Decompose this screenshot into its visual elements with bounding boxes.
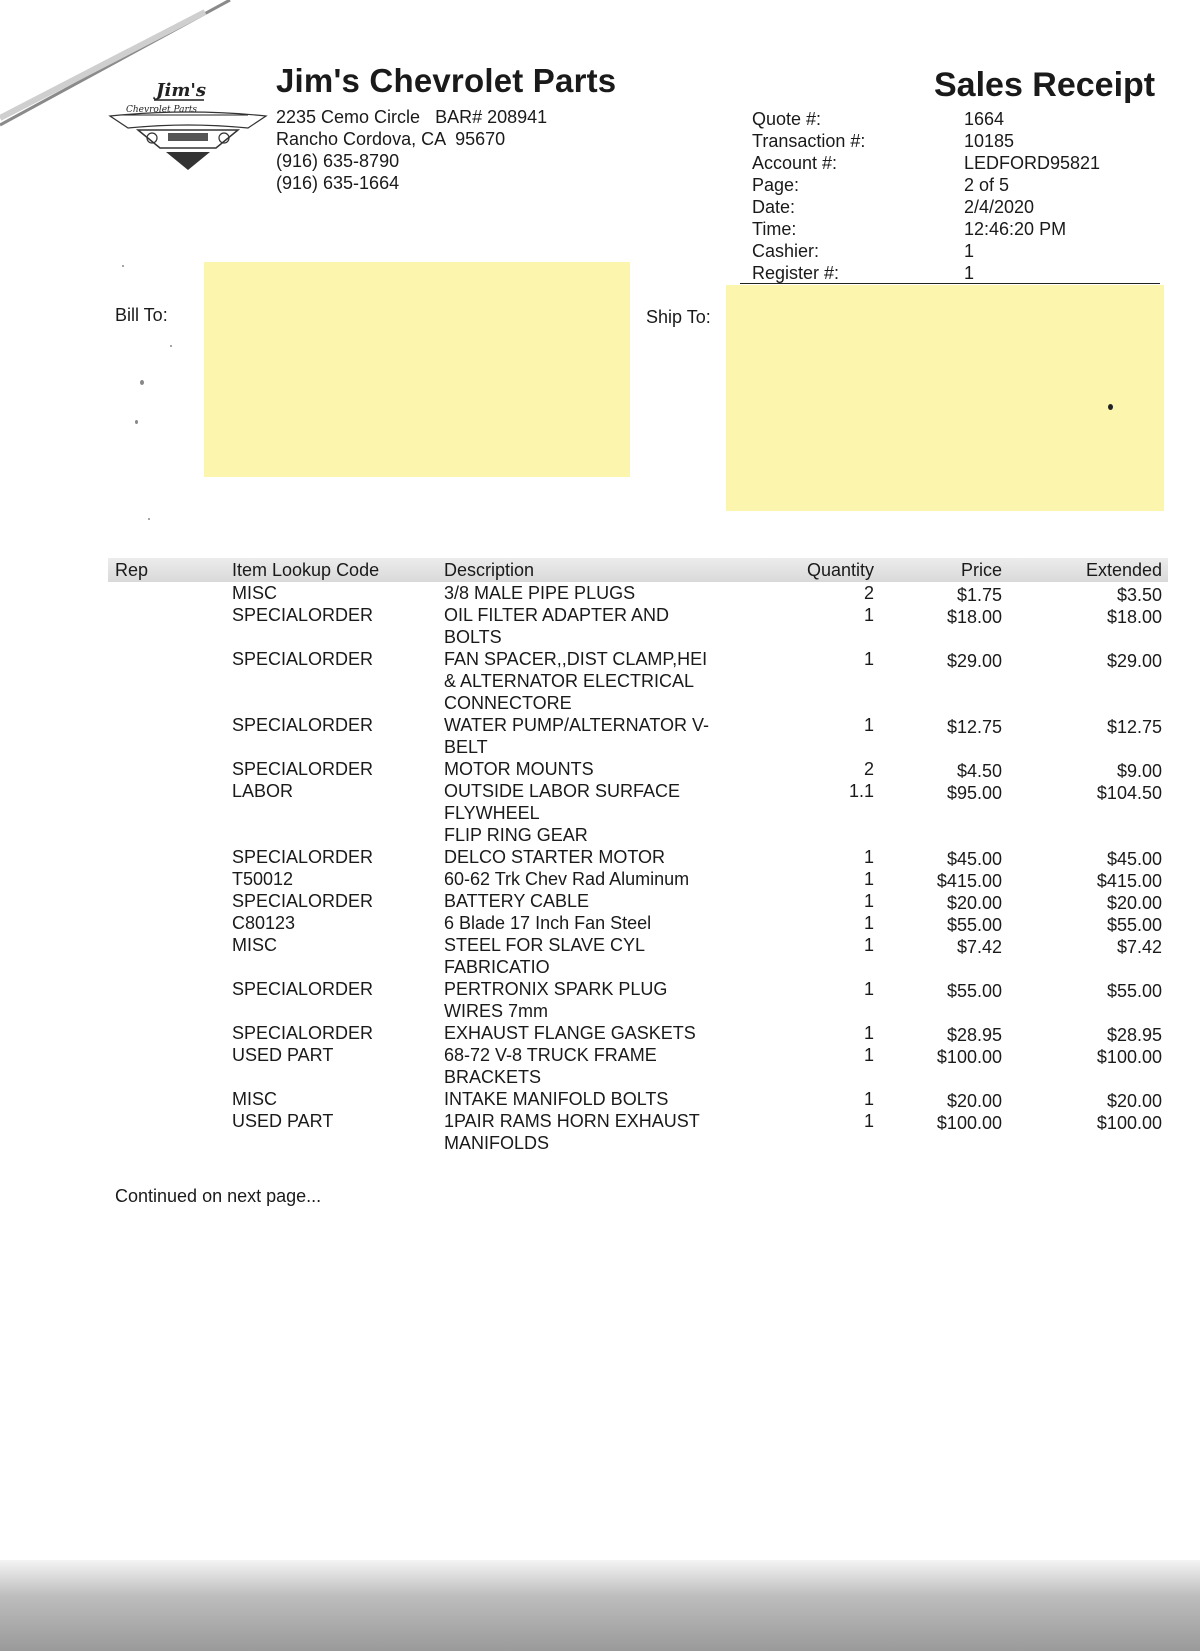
item-price: $100.00 <box>936 1113 1002 1133</box>
ship-to-redaction <box>726 285 1164 511</box>
description-line: FLIP RING GEAR <box>444 825 588 845</box>
company-address <box>276 106 547 194</box>
item-lookup-code: SPECIALORDER <box>232 649 374 669</box>
item-description <box>444 582 754 604</box>
item-lookup-code: MISC <box>232 583 277 603</box>
table-row <box>0 846 1200 868</box>
item-price: $28.95 <box>946 1025 1002 1045</box>
description-line: PERTRONIX SPARK PLUG <box>444 979 668 999</box>
item-quantity: 1 <box>863 1023 874 1043</box>
item-extended: $12.75 <box>1106 717 1162 737</box>
bill-to-redaction <box>204 262 630 477</box>
item-description <box>444 846 754 868</box>
description-line: BELT <box>444 737 488 757</box>
item-description <box>444 1088 754 1110</box>
description-line: DELCO STARTER MOTOR <box>444 847 666 867</box>
table-row <box>0 780 1200 846</box>
item-price: $95.00 <box>946 783 1002 803</box>
item-price: $55.00 <box>946 915 1002 935</box>
table-row <box>0 1044 1200 1088</box>
item-lookup-code: MISC <box>232 935 277 955</box>
item-description <box>444 868 754 890</box>
item-description <box>444 1022 754 1044</box>
item-quantity: 1 <box>863 715 874 735</box>
item-extended: $415.00 <box>1096 871 1162 891</box>
item-quantity: 2 <box>863 759 874 779</box>
item-price: $7.42 <box>956 937 1002 957</box>
item-lookup-code: SPECIALORDER <box>232 847 374 867</box>
item-lookup-code: SPECIALORDER <box>232 979 374 999</box>
item-description <box>444 780 754 846</box>
description-line: 68-72 V-8 TRUCK FRAME <box>444 1045 657 1065</box>
description-line: EXHAUST FLANGE GASKETS <box>444 1023 696 1043</box>
scan-bottom-shadow <box>0 1560 1200 1651</box>
item-quantity: 1 <box>863 605 874 625</box>
item-lookup-code: SPECIALORDER <box>232 1023 374 1043</box>
continued-note: Continued on next page... <box>115 1186 322 1206</box>
item-description <box>444 758 754 780</box>
description-line: FAN SPACER,,DIST CLAMP,HEI <box>444 649 708 669</box>
item-lookup-code: SPECIALORDER <box>232 715 374 735</box>
meta-row-register: Register #: 1 <box>752 263 975 283</box>
item-extended: $45.00 <box>1106 849 1162 869</box>
table-row <box>0 868 1200 890</box>
phone-2: (916) 635-1664 <box>276 173 400 193</box>
item-price: $1.75 <box>956 585 1002 605</box>
item-lookup-code: SPECIALORDER <box>232 605 374 625</box>
item-price: $29.00 <box>946 651 1002 671</box>
address-line-2: Rancho Cordova, CA 95670 <box>276 129 506 149</box>
description-line: INTAKE MANIFOLD BOLTS <box>444 1089 669 1109</box>
item-price: $55.00 <box>946 981 1002 1001</box>
header-rep: Rep <box>115 560 149 580</box>
item-quantity: 1 <box>863 891 874 911</box>
company-logo <box>108 78 268 178</box>
item-extended: $55.00 <box>1106 915 1162 935</box>
item-lookup-code: USED PART <box>232 1045 334 1065</box>
item-quantity: 1 <box>863 847 874 867</box>
item-quantity: 1 <box>863 1089 874 1109</box>
ship-to-label: Ship To: <box>646 307 711 327</box>
item-lookup-code: USED PART <box>232 1111 334 1131</box>
description-line: BOLTS <box>444 627 502 647</box>
item-extended: $100.00 <box>1096 1113 1162 1133</box>
phone-1: (916) 635-8790 <box>276 151 400 171</box>
item-description <box>444 648 754 714</box>
table-row <box>0 934 1200 978</box>
description-line: WATER PUMP/ALTERNATOR V- <box>444 715 710 735</box>
item-extended: $28.95 <box>1106 1025 1162 1045</box>
description-line: 3/8 MALE PIPE PLUGS <box>444 583 636 603</box>
description-line: FABRICATIO <box>444 957 550 977</box>
item-extended: $18.00 <box>1106 607 1162 627</box>
item-extended: $55.00 <box>1106 981 1162 1001</box>
item-description <box>444 1110 754 1154</box>
item-lookup-code: LABOR <box>232 781 294 801</box>
item-description <box>444 912 754 934</box>
item-lookup-code: SPECIALORDER <box>232 759 374 779</box>
item-description <box>444 890 754 912</box>
line-items <box>0 582 1200 1154</box>
item-description <box>444 934 754 978</box>
item-price: $18.00 <box>946 607 1002 627</box>
item-description <box>444 978 754 1022</box>
meta-row-account: Account #: LEDFORD95821 <box>752 153 1101 173</box>
item-quantity: 1.1 <box>848 781 874 801</box>
table-row <box>0 714 1200 758</box>
item-lookup-code: MISC <box>232 1089 277 1109</box>
description-line: MANIFOLDS <box>444 1133 550 1153</box>
header-price: Price <box>960 560 1002 580</box>
item-price: $4.50 <box>956 761 1002 781</box>
receipt-meta <box>752 108 1100 284</box>
table-row <box>0 912 1200 934</box>
meta-row-time: Time: 12:46:20 PM <box>752 219 1067 239</box>
item-description <box>444 1044 754 1088</box>
item-price: $20.00 <box>946 1091 1002 1111</box>
table-row <box>0 648 1200 714</box>
table-row <box>0 1022 1200 1044</box>
item-quantity: 1 <box>863 1045 874 1065</box>
table-row <box>0 582 1200 604</box>
item-price: $12.75 <box>946 717 1002 737</box>
description-line: WIRES 7mm <box>444 1001 549 1021</box>
item-quantity: 1 <box>863 1111 874 1131</box>
description-line: OIL FILTER ADAPTER AND <box>444 605 670 625</box>
table-row <box>0 890 1200 912</box>
item-quantity: 1 <box>863 869 874 889</box>
item-extended: $7.42 <box>1116 937 1162 957</box>
description-line: FLYWHEEL <box>444 803 540 823</box>
item-quantity: 1 <box>863 979 874 999</box>
table-row <box>0 758 1200 780</box>
item-extended: $29.00 <box>1106 651 1162 671</box>
item-description <box>444 604 754 648</box>
table-row <box>0 978 1200 1022</box>
company-name: Jim's Chevrolet Parts <box>276 62 617 99</box>
meta-row-page: Page: 2 of 5 <box>752 175 1010 195</box>
svg-text:Jim's: Jim's <box>156 80 207 101</box>
item-price: $45.00 <box>946 849 1002 869</box>
description-line: MOTOR MOUNTS <box>444 759 594 779</box>
item-quantity: 1 <box>863 913 874 933</box>
description-line: OUTSIDE LABOR SURFACE <box>444 781 681 801</box>
item-price: $20.00 <box>946 893 1002 913</box>
document-title: Sales Receipt <box>934 66 1156 104</box>
item-lookup-code: C80123 <box>232 913 296 933</box>
item-quantity: 1 <box>863 649 874 669</box>
header-item-lookup-code: Item Lookup Code <box>232 560 380 580</box>
table-row <box>0 1088 1200 1110</box>
item-description <box>444 714 754 758</box>
description-line: CONNECTORE <box>444 693 572 713</box>
description-line: 60-62 Trk Chev Rad Aluminum <box>444 869 690 889</box>
item-extended: $104.50 <box>1096 783 1162 803</box>
item-price: $100.00 <box>936 1047 1002 1067</box>
meta-row-quote: Quote #: 1664 <box>752 109 1005 129</box>
description-line: 1PAIR RAMS HORN EXHAUST <box>444 1111 700 1131</box>
description-line: 6 Blade 17 Inch Fan Steel <box>444 913 652 933</box>
header-extended: Extended <box>1085 560 1162 580</box>
item-extended: $9.00 <box>1116 761 1162 781</box>
item-extended: $3.50 <box>1116 585 1162 605</box>
description-line: & ALTERNATOR ELECTRICAL <box>444 671 695 691</box>
item-quantity: 1 <box>863 935 874 955</box>
item-quantity: 2 <box>863 583 874 603</box>
bill-to-label: Bill To: <box>115 305 168 325</box>
svg-text:Chevrolet Parts: Chevrolet Parts <box>126 105 198 115</box>
item-extended: $100.00 <box>1096 1047 1162 1067</box>
description-line: STEEL FOR SLAVE CYL <box>444 935 646 955</box>
meta-row-cashier: Cashier: 1 <box>752 241 975 261</box>
item-extended: $20.00 <box>1106 893 1162 913</box>
table-row <box>0 604 1200 648</box>
address-line-1: 2235 Cemo Circle BAR# 208941 <box>276 107 548 127</box>
description-line: BATTERY CABLE <box>444 891 590 911</box>
header-description: Description <box>444 560 535 580</box>
item-price: $415.00 <box>936 871 1002 891</box>
item-lookup-code: SPECIALORDER <box>232 891 374 911</box>
meta-row-transaction: Transaction #: 10185 <box>752 131 1015 151</box>
meta-row-date: Date: 2/4/2020 <box>752 197 1035 217</box>
header-quantity: Quantity <box>806 560 874 580</box>
ship-to-rule <box>740 283 1160 284</box>
item-lookup-code: T50012 <box>232 869 294 889</box>
item-extended: $20.00 <box>1106 1091 1162 1111</box>
description-line: BRACKETS <box>444 1067 542 1087</box>
table-row <box>0 1110 1200 1154</box>
